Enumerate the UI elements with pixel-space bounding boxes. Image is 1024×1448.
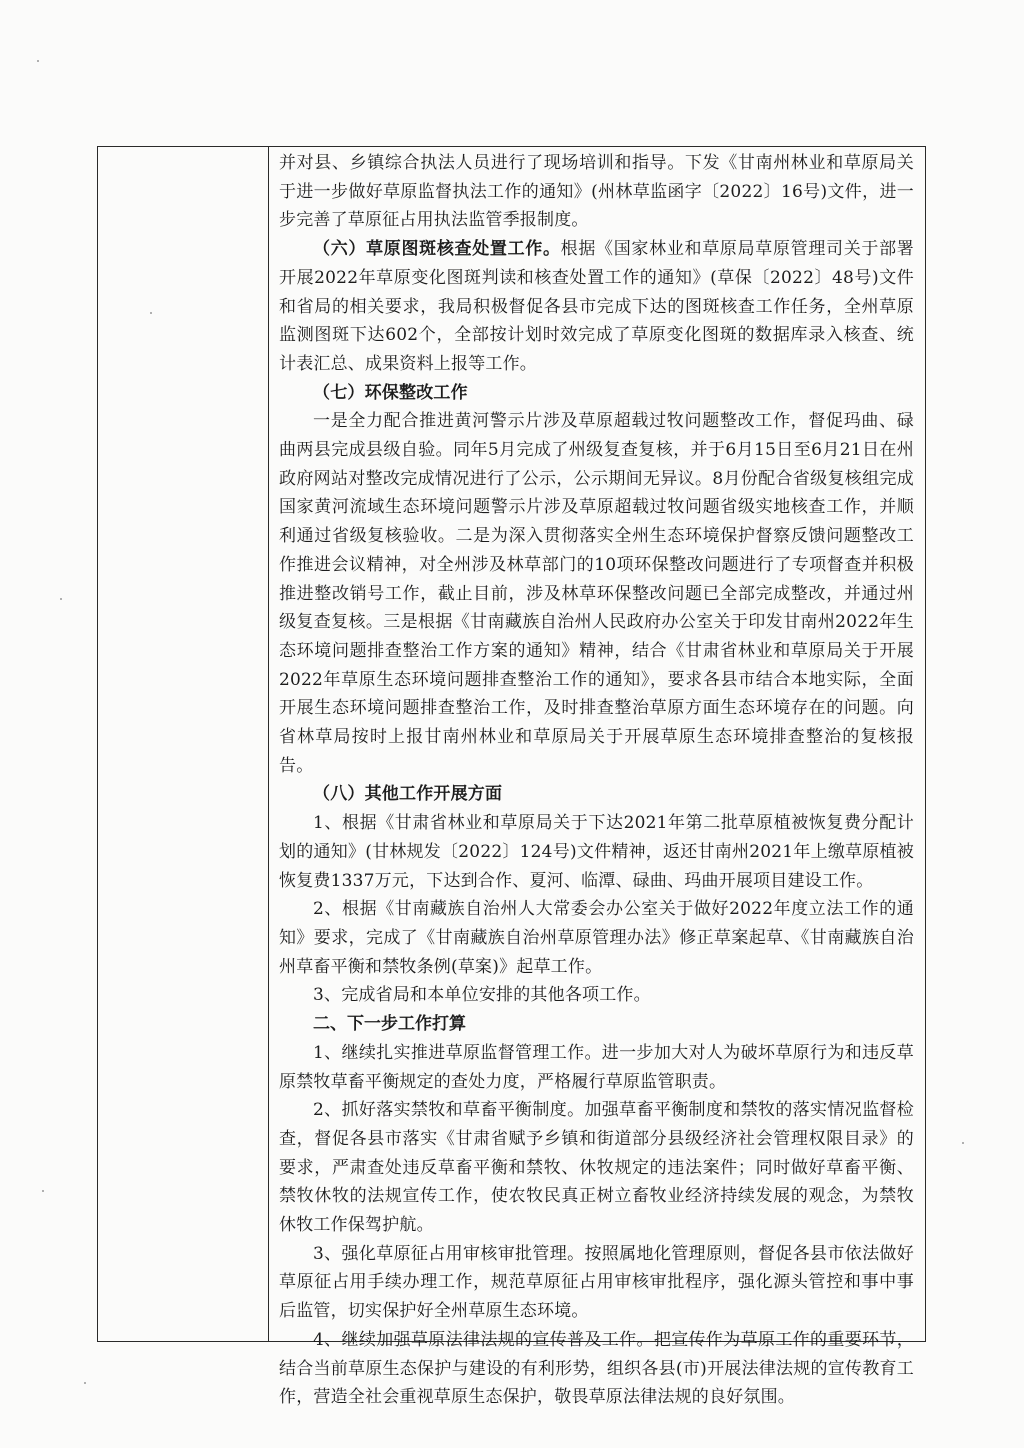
scan-speck xyxy=(60,598,62,600)
scan-speck xyxy=(962,1142,964,1144)
section-six xyxy=(279,235,914,379)
paragraph-continuation: 并对县、乡镇综合执法人员进行了现场培训和指导。下发《甘南州林业和草原局关于进一步做好草原监督执法工作的通知》(州林草监函字〔2022〕16号)文件，进一步完善了草原征占用执法监管季报制度。 xyxy=(279,153,914,231)
scan-speck xyxy=(37,60,39,62)
next-steps-item-2: 2、抓好落实禁牧和草畜平衡制度。加强草畜平衡制度和禁牧的落实情况监督检查，督促各县市落实《甘肃省赋予乡镇和街道部分县级经济社会管理权限目录》的要求，严肃查处违反草畜平衡和禁牧、休牧规定的违法案件；同时做好草畜平衡、禁牧休牧的法规宣传工作，使农牧民真正树立畜牧业经济持续发展的观念，为禁牧休牧工作保驾护航。 xyxy=(279,1100,914,1236)
section-eight-item-1: 1、根据《甘肃省林业和草原局关于下达2021年第二批草原植被恢复费分配计划的通知》(甘林规发〔2022〕124号)文件精神，返还甘南州2021年上缴草原植被恢复费1337万元，下达到合作、夏河、临潭、碌曲、玛曲开展项目建设工作。 xyxy=(279,813,914,891)
scan-speck xyxy=(84,1382,86,1384)
next-steps-item-4: 4、继续加强草原法律法规的宣传普及工作。把宣传作为草原工作的重要环节，结合当前草原生态保护与建设的有利形势，组织各县(市)开展法律法规的宣传教育工作，营造全社会重视草原生态保护，敬畏草原法律法规的良好氛围。 xyxy=(279,1329,914,1408)
scan-speck xyxy=(42,1190,44,1192)
form-table xyxy=(97,146,926,1408)
section-eight-item-3: 3、完成省局和本单位安排的其他各项工作。 xyxy=(313,985,651,1006)
section-eight-heading: （八）其他工作开展方面 xyxy=(313,784,503,805)
next-steps-heading: 二、下一步工作打算 xyxy=(313,1014,466,1035)
next-steps-item-3: 3、强化草原征占用审核审批管理。按照属地化管理原则，督促各县市依法做好草原征占用手续办理工作，规范草原征占用审核审批程序，强化源头管控和事中事后监管，切实保护好全州草原生态环境。 xyxy=(279,1243,914,1322)
table-label-column xyxy=(98,147,269,1341)
section-seven-body: 一是全力配合推进黄河警示片涉及草原超载过牧问题整改工作，督促玛曲、碌曲两县完成县级自验。同年5月完成了州级复查复核，并于6月15日至6月21日在州政府网站对整改完成情况进行了公示，公示期间无异议。8月份配合省级复核组完成国家黄河流域生态环境问题警示片涉及草原超载过牧问题省级实地核查工作，并顺利通过省级复核验收。二是为深入贯彻落实全州生态环境保护督察反馈问题整改工作推进会议精神，对全州涉及林草部门的10项环保整改问题进行了专项督查并积极推进整改销号工作，截止目前，涉及林草环保整改问题已全部完成整改，并通过州级复查复核。三是根据《甘南藏族自治州人民政府办公室关于印发甘南州2022年生态环境问题排查整治工作方案的通知》精神，结合《甘肃省林业和草原局关于开展2022年草原生态环境问题排查整治工作的通知》，要求各县市结合本地实际，全面开展生态环境问题排查整治工作，及时排查整治草原方面生态环境存在的问题。向省林草局按时上报甘南州林业和草原局关于开展草原生态环境排查整治的复核报告。 xyxy=(279,411,914,776)
section-eight-item-2: 2、根据《甘南藏族自治州人大常委会办公室关于做好2022年度立法工作的通知》要求，完成了《甘南藏族自治州草原管理办法》修正草案起草、《甘南藏族自治州草畜平衡和禁牧条例(草案)》起草工作。 xyxy=(279,899,914,977)
section-six-heading: （六）草原图斑核查处置工作。 xyxy=(313,239,561,260)
table-content-cell xyxy=(279,147,914,1412)
next-steps-item-1: 1、继续扎实推进草原监督管理工作。进一步加大对人为破坏草原行为和违反草原禁牧草畜平衡规定的查处力度，严格履行草原监管职责。 xyxy=(279,1042,914,1092)
section-seven-heading: （七）环保整改工作 xyxy=(313,382,468,403)
section-six-body: 根据《国家林业和草原局草原管理司关于部署开展2022年草原变化图斑判读和核查处置工作的通知》(草保〔2022〕48号)文件和省局的相关要求，我局积极督促各县市完成下达的图斑核查工作任务，全州草原监测图斑下达602个，全部按计划时效完成了草原变化图斑的数据库录入核查、统计表汇总、成果资料上报等工作。 xyxy=(279,239,914,374)
